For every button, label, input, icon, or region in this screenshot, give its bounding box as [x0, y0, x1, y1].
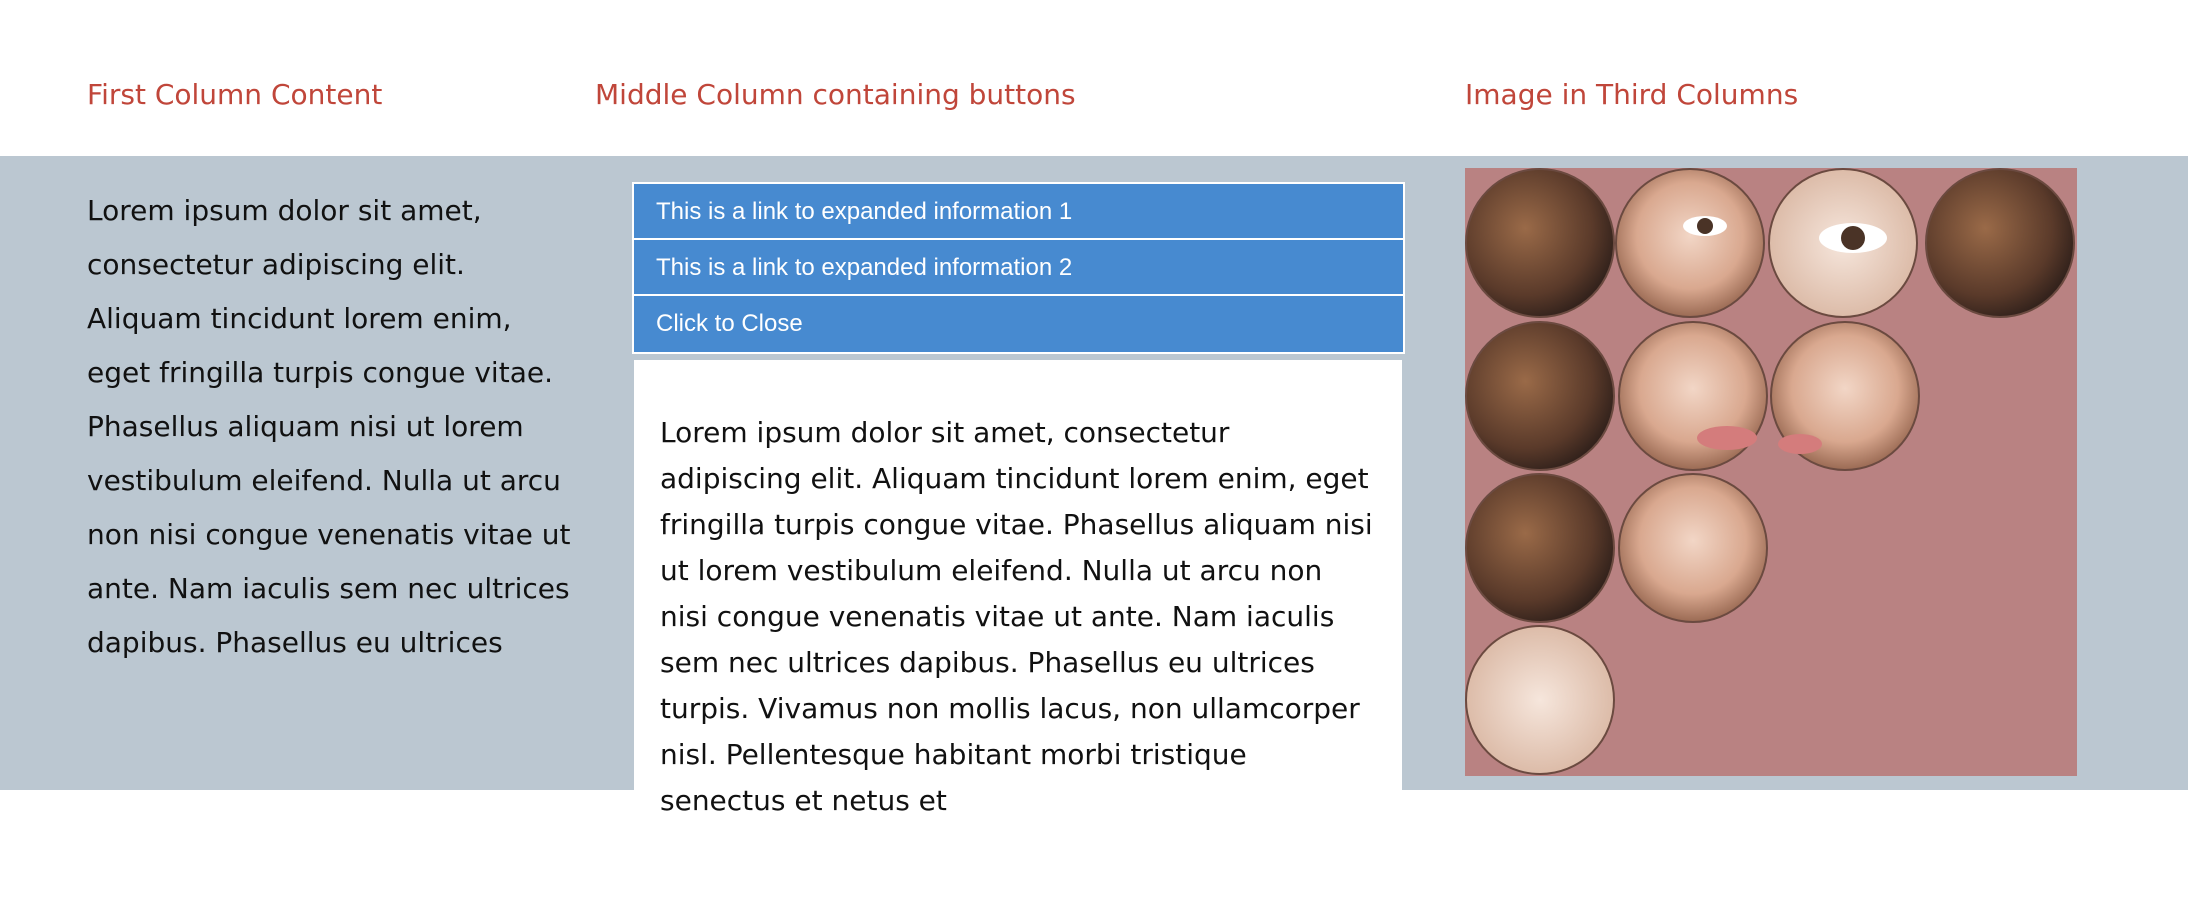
close-button[interactable]: Click to Close — [634, 296, 1403, 352]
panel-text: Lorem ipsum dolor sit amet, consectetur adipiscing elit. Aliquam tincidunt lorem enim, eget fringilla turpis congue vitae. Phasellus aliquam nisi ut lorem vestibulum eleifend. Nulla ut arcu non nisi congue venenatis vitae ut ante. Nam iaculis sem nec ultrices dapibus. Phasellus eu ultrices turpis. Vivamus non mollis lacus, non ullamcorper nisl. Pellentesque habitant morbi tristique senectus et netus et — [660, 416, 1373, 817]
face-collage-image — [1465, 168, 2077, 776]
middle-column-heading: Middle Column containing buttons — [595, 78, 1076, 111]
expanded-panel — [634, 360, 1402, 817]
accordion — [632, 182, 1405, 354]
first-column-text: Lorem ipsum dolor sit amet, consectetur adipiscing elit. Aliquam tincidunt lorem enim, eget fringilla turpis congue vitae. Phasellus aliquam nisi ut lorem vestibulum eleifend. Nulla ut arcu non nisi congue venenatis vitae ut ante. Nam iaculis sem nec ultrices dapibus. Phasellus eu ultrices — [87, 194, 571, 659]
expand-info-1-button[interactable]: This is a link to expanded information 1 — [634, 184, 1403, 240]
third-column-heading: Image in Third Columns — [1465, 78, 1799, 111]
first-column-heading: First Column Content — [87, 78, 383, 111]
expand-info-2-button[interactable]: This is a link to expanded information 2 — [634, 240, 1403, 296]
